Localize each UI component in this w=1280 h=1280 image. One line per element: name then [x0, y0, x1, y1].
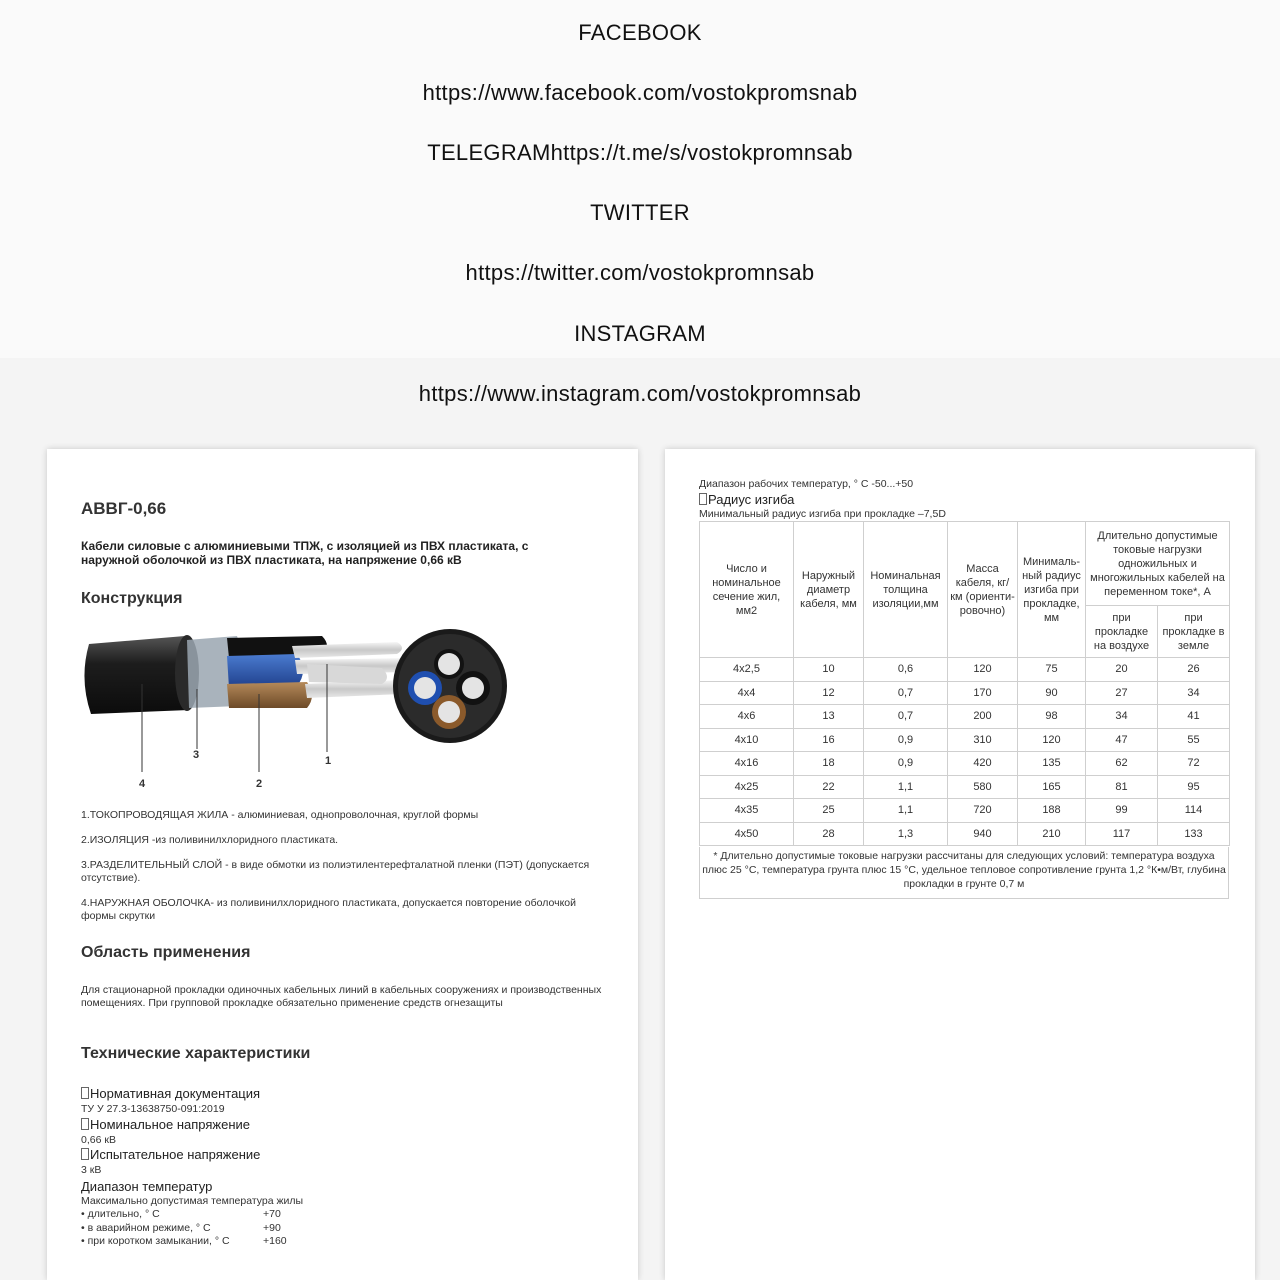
- callout-1: 1: [325, 755, 332, 767]
- norm-doc-value: ТУ У 27.3-13638750-091:2019: [81, 1103, 225, 1115]
- table-cell: 26: [1158, 658, 1230, 682]
- construction-item: 2.ИЗОЛЯЦИЯ -из поливинилхлоридного пластиката.: [81, 834, 339, 846]
- table-row: [700, 752, 1230, 776]
- table-footnote: * Длительно допустимые токовые нагрузки рассчитаны для следующих условий: температура воздуха плюс 25 °С, температура грунта плюс 15 °С, удельное тепловое сопротивление грунта 1,2 °К•м/Вт, глубина прокладки в грунте 0,7 м: [699, 847, 1229, 899]
- table-cell: 940: [948, 822, 1018, 846]
- table-row: [700, 681, 1230, 705]
- table-cell: 0,7: [864, 705, 948, 729]
- table-row: [700, 658, 1230, 682]
- tech-heading: Технические характеристики: [81, 1045, 311, 1062]
- table-cell: 0,6: [864, 658, 948, 682]
- product-subtitle: Кабели силовые с алюминиевыми ТПЖ, с изоляцией из ПВХ пластиката, с наружной оболочкой из ПВХ пластиката, на напряжение 0,66 кВ: [81, 539, 529, 567]
- table-cell: 720: [948, 799, 1018, 823]
- table-cell: 133: [1158, 822, 1230, 846]
- temp-row: • в аварийном режиме, ° С +90: [81, 1222, 281, 1234]
- construction-heading: Конструкция: [81, 590, 183, 607]
- datasheet-page-2: [665, 449, 1255, 1280]
- table-cell: 310: [948, 728, 1018, 752]
- instagram-label: INSTAGRAM: [574, 321, 706, 346]
- table-cell: 117: [1086, 822, 1158, 846]
- table-cell: 200: [948, 705, 1018, 729]
- bend-radius-label: Радиус изгиба: [699, 492, 794, 507]
- min-bend-radius: Минимальный радиус изгиба при прокладке –7,5D: [699, 508, 946, 520]
- table-cell: 170: [948, 681, 1018, 705]
- max-temp-label: Максимально допустимая температура жилы: [81, 1195, 304, 1207]
- table-cell: 120: [948, 658, 1018, 682]
- application-text: Для стационарной прокладки одиночных кабельных линий в кабельных сооружениях и производственных помещениях. При групповой прокладке обязательно применение средств огнезащиты: [81, 984, 602, 1009]
- table-cell: 62: [1086, 752, 1158, 776]
- table-row: [700, 799, 1230, 823]
- temp-row: • длительно, ° С +70: [81, 1208, 281, 1220]
- table-cell: 27: [1086, 681, 1158, 705]
- table-cell: 16: [794, 728, 864, 752]
- table-row: [700, 705, 1230, 729]
- table-cell: 13: [794, 705, 864, 729]
- table-cell: 22: [794, 775, 864, 799]
- table-cell: 75: [1018, 658, 1086, 682]
- callout-4: 4: [139, 778, 146, 790]
- table-row: [700, 822, 1230, 846]
- table-cell: 114: [1158, 799, 1230, 823]
- table-row: [700, 775, 1230, 799]
- table-cell: 10: [794, 658, 864, 682]
- table-cell: 4х16: [700, 752, 794, 776]
- brown-core: [227, 682, 312, 708]
- table-cell: 90: [1018, 681, 1086, 705]
- table-cell: 81: [1086, 775, 1158, 799]
- table-cell: 4х50: [700, 822, 794, 846]
- temp-row: • при коротком замыкании, ° С +160: [81, 1235, 287, 1247]
- header-cores: Число и номинальное сечение жил, мм2: [700, 522, 794, 658]
- table-cell: 55: [1158, 728, 1230, 752]
- table-cell: 210: [1018, 822, 1086, 846]
- spec-table: [699, 521, 1230, 846]
- table-cell: 28: [794, 822, 864, 846]
- header-mass: Масса кабеля, кг/км (ориенти-ровочно): [948, 522, 1018, 658]
- norm-doc-label: Нормативная документация: [81, 1086, 260, 1101]
- application-heading: Область применения: [81, 944, 251, 961]
- table-cell: 4х2,5: [700, 658, 794, 682]
- table-cell: 1,1: [864, 775, 948, 799]
- nominal-voltage-label: Номинальное напряжение: [81, 1117, 250, 1132]
- table-cell: 25: [794, 799, 864, 823]
- table-cell: 188: [1018, 799, 1086, 823]
- test-voltage-label: Испытательное напряжение: [81, 1147, 260, 1162]
- construction-item: 3.РАЗДЕЛИТЕЛЬНЫЙ СЛОЙ - в виде обмотки из полиэтилентерефталатной пленки (ПЭТ) (допускается отсутствие).: [81, 859, 590, 884]
- product-title: АВВГ-0,66: [81, 499, 167, 518]
- operating-temp: Диапазон рабочих температур, ° С -50...+50: [699, 478, 914, 490]
- table-cell: 72: [1158, 752, 1230, 776]
- header-band: [0, 0, 1280, 358]
- table-cell: 580: [948, 775, 1018, 799]
- cable-diagram: [77, 624, 517, 794]
- table-cell: 1,1: [864, 799, 948, 823]
- table-cell: 0,7: [864, 681, 948, 705]
- temp-range-label: Диапазон температур: [81, 1179, 213, 1194]
- table-cell: 165: [1018, 775, 1086, 799]
- table-cell: 34: [1086, 705, 1158, 729]
- table-cell: 1,3: [864, 822, 948, 846]
- table-cell: 4х25: [700, 775, 794, 799]
- table-cell: 98: [1018, 705, 1086, 729]
- table-cell: 20: [1086, 658, 1158, 682]
- table-cell: 120: [1018, 728, 1086, 752]
- table-cell: 0,9: [864, 728, 948, 752]
- header-bend-radius: Минималь-ный радиус изгиба при прокладке, мм: [1018, 522, 1086, 658]
- header-current-group: Длительно допустимые токовые нагрузки одножильных и многожильных кабелей на переменном токе*, А: [1086, 522, 1230, 606]
- header-outer-diameter: Наружный диаметр кабеля, мм: [794, 522, 864, 658]
- test-voltage-value: 3 кВ: [81, 1164, 102, 1176]
- header-ground: при прокладке в земле: [1158, 606, 1230, 658]
- construction-item: 1.ТОКОПРОВОДЯЩАЯ ЖИЛА - алюминиевая, однопроволочная, круглой формы: [81, 809, 479, 821]
- table-cell: 34: [1158, 681, 1230, 705]
- datasheet-page-1: [47, 449, 638, 1280]
- table-cell: 99: [1086, 799, 1158, 823]
- table-body: [700, 658, 1230, 846]
- table-cell: 0,9: [864, 752, 948, 776]
- table-cell: 95: [1158, 775, 1230, 799]
- table-cell: 420: [948, 752, 1018, 776]
- table-cell: 4х4: [700, 681, 794, 705]
- table-cell: 4х10: [700, 728, 794, 752]
- table-row: [700, 728, 1230, 752]
- table-cell: 135: [1018, 752, 1086, 776]
- table-cell: 4х6: [700, 705, 794, 729]
- telegram-link[interactable]: TELEGRAMhttps://t.me/s/vostokpromnsab: [427, 140, 853, 165]
- table-cell: 12: [794, 681, 864, 705]
- table-cell: 41: [1158, 705, 1230, 729]
- facebook-link[interactable]: https://www.facebook.com/vostokpromsnab: [422, 80, 858, 105]
- facebook-label: FACEBOOK: [578, 20, 702, 45]
- construction-item: 4.НАРУЖНАЯ ОБОЛОЧКА- из поливинилхлоридного пластиката, допускается повторение оболочкой формы скрутки: [81, 897, 577, 922]
- twitter-link[interactable]: https://twitter.com/vostokpromnsab: [465, 260, 815, 285]
- twitter-label: TWITTER: [590, 200, 690, 225]
- callout-3: 3: [193, 749, 200, 761]
- callout-2: 2: [256, 778, 263, 790]
- header-insulation: Номинальная толщина изоляции,мм: [864, 522, 948, 658]
- table-cell: 18: [794, 752, 864, 776]
- table-cell: 4х35: [700, 799, 794, 823]
- instagram-link[interactable]: https://www.instagram.com/vostokpromnsab: [418, 381, 862, 406]
- nominal-voltage-value: 0,66 кВ: [81, 1134, 116, 1146]
- table-cell: 47: [1086, 728, 1158, 752]
- header-air: при прокладке на воздухе: [1086, 606, 1158, 658]
